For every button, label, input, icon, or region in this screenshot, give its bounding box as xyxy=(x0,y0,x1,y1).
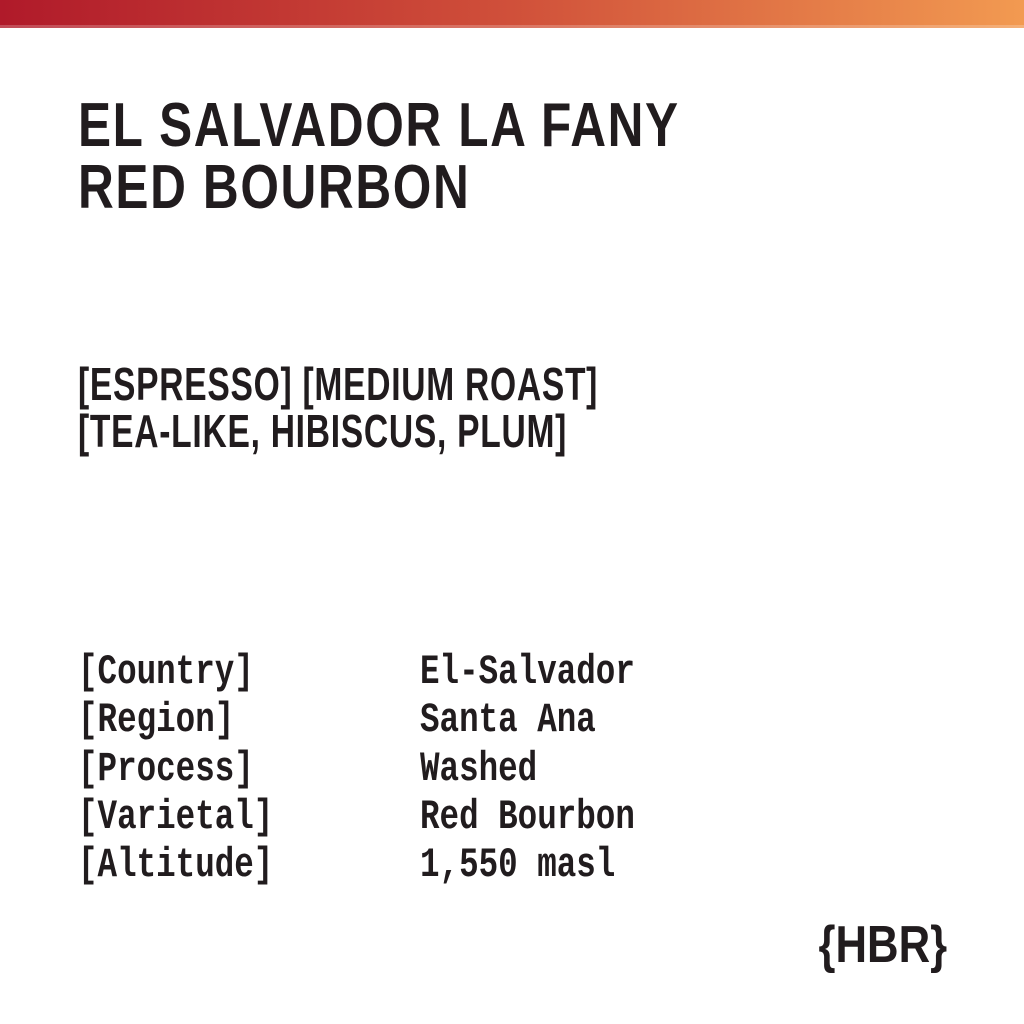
tags-block xyxy=(78,358,790,457)
spec-label: [Region] xyxy=(78,696,235,745)
spec-value: Santa Ana xyxy=(420,696,596,745)
spec-label: [Altitude] xyxy=(78,841,274,890)
spec-value: Red Bourbon xyxy=(420,792,635,841)
spec-label: [Varietal] xyxy=(78,792,274,841)
spec-row-country xyxy=(78,648,697,696)
specs-table xyxy=(78,648,697,889)
product-title-line1: EL SALVADOR LA FANY xyxy=(78,91,680,160)
brew-roast-tags: [ESPRESSO] [MEDIUM ROAST] xyxy=(78,358,599,410)
spec-row-altitude xyxy=(78,841,697,889)
spec-value: 1,550 masl xyxy=(420,841,616,890)
spec-row-varietal xyxy=(78,793,697,841)
spec-label: [Process] xyxy=(78,744,254,793)
spec-row-region xyxy=(78,696,697,744)
header-gradient-bar xyxy=(0,0,1024,28)
brand-logo: {HBR} xyxy=(818,916,947,974)
spec-label: [Country] xyxy=(78,648,254,696)
spec-row-process xyxy=(78,745,697,793)
spec-value: El-Salvador xyxy=(420,648,635,696)
product-title xyxy=(78,91,830,222)
spec-value: Washed xyxy=(420,744,538,793)
flavor-notes-tags: [TEA-LIKE, HIBISCUS, PLUM] xyxy=(78,405,568,457)
product-title-line2: RED BOURBON xyxy=(78,153,471,222)
